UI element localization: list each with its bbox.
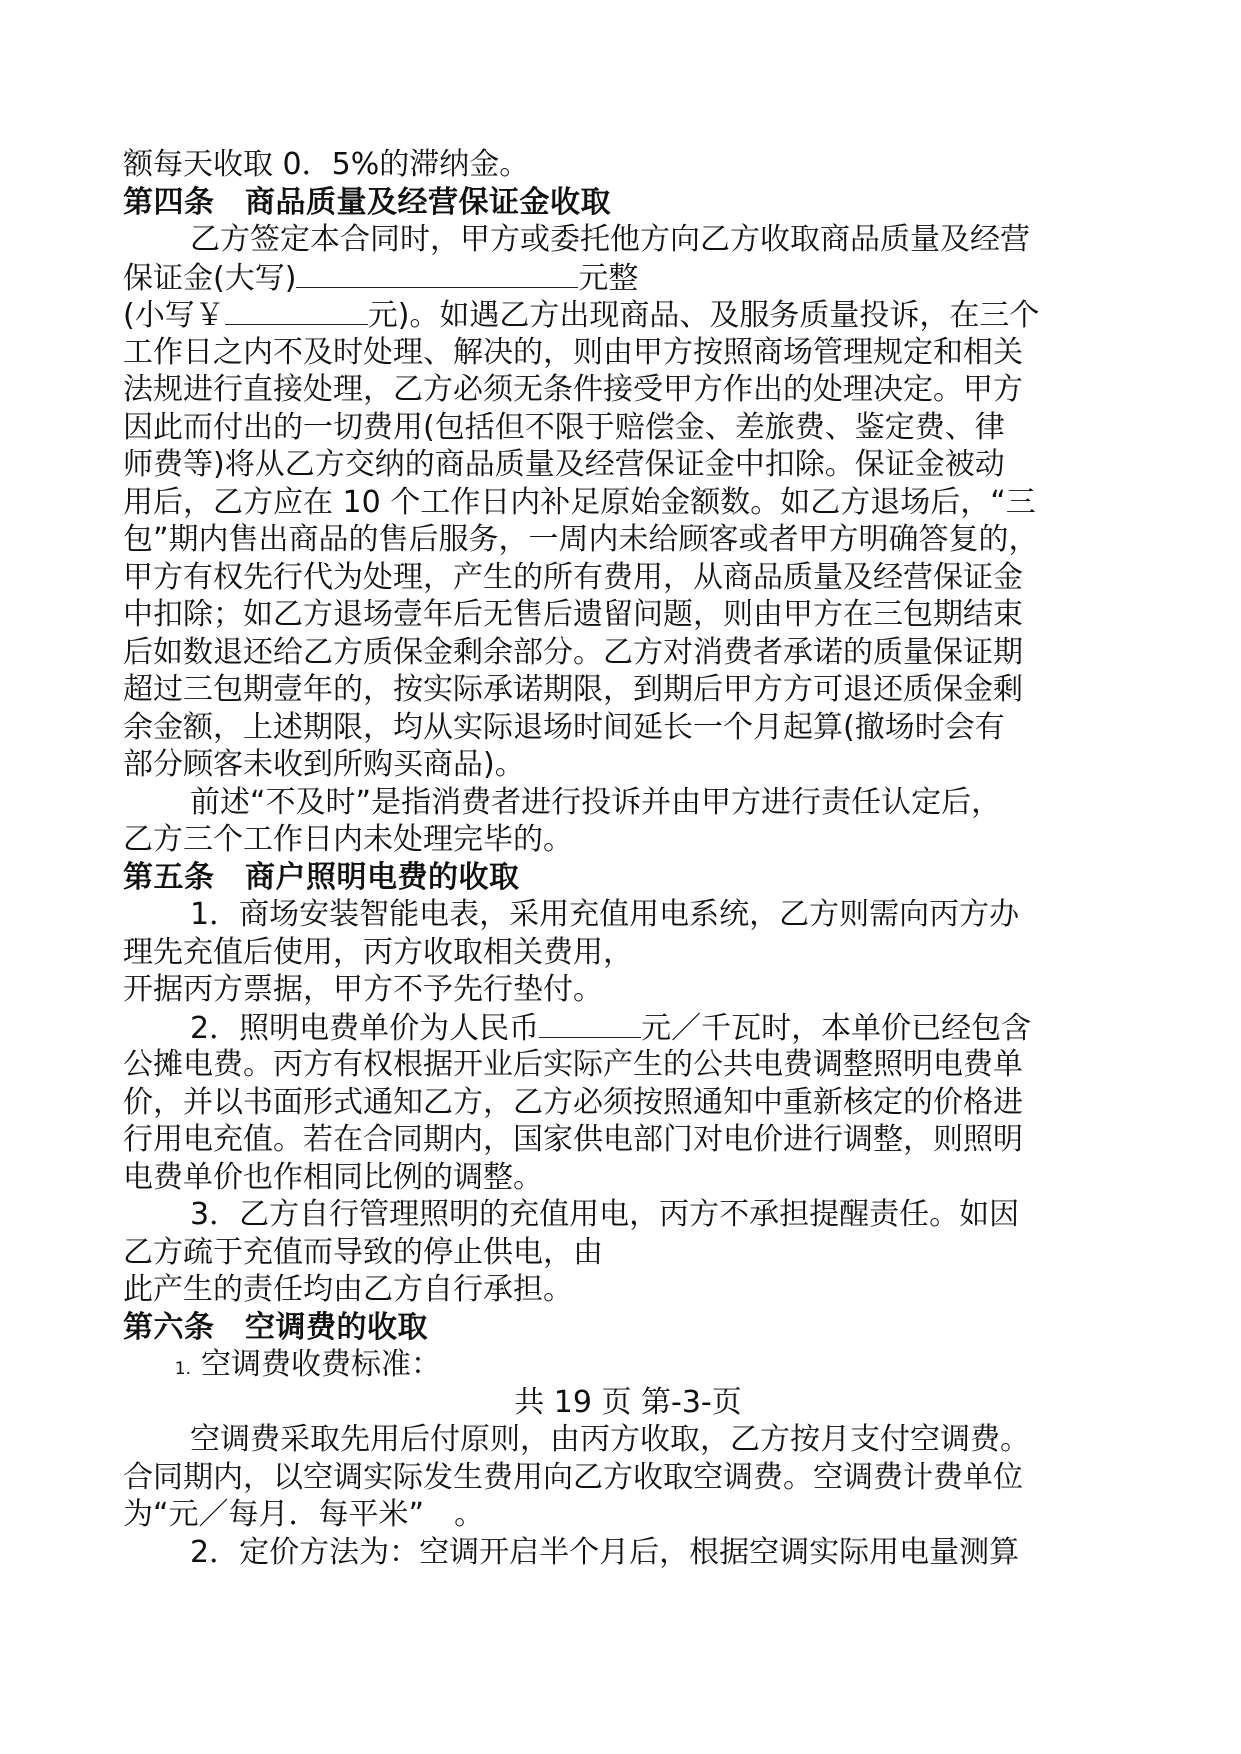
paragraph-line: 行用电充值。若在合同期内，国家供电部门对电价进行调整，则照明 [123, 1122, 1023, 1157]
paragraph-line [123, 259, 1133, 297]
paragraph-line: 前述“不及时”是指消费者进行投诉并由甲方进行责任认定后， [190, 784, 1002, 820]
list-item [123, 1346, 1133, 1384]
paragraph-line: 额每天收取 0．5%的滞纳金。 [123, 147, 530, 182]
paragraph-line: 工作日之内不及时处理、解决的，则由甲方按照商场管理规定和相关 [123, 334, 1023, 370]
paragraph-line: 包”期内售出商品的售后服务，一周内未给顾客或者甲方明确答复的， [123, 522, 1039, 557]
fill-in-blank[interactable] [296, 259, 578, 288]
paragraph-line: 理先充值后使用，丙方收取相关费用， [123, 934, 633, 970]
text-span: 元整 [578, 260, 639, 296]
fill-in-blank[interactable] [539, 1009, 641, 1038]
text-span: 元)。如遇乙方出现商品、及服务质量投诉，在三个 [367, 298, 1040, 333]
paragraph-line [123, 296, 1133, 334]
paragraph-line: 超过三包期壹年的，按实际承诺期限，到期后甲方方可退还质保金剩 [123, 672, 1023, 707]
paragraph-line: 3．乙方自行管理照明的充值用电，丙方不承担提醒责任。如因 [190, 1197, 1020, 1232]
paragraph-line: 乙方三个工作日内未处理完毕的。 [123, 822, 573, 857]
paragraph-line: 中扣除；如乙方退场壹年后无售后遗留问题，则由甲方在三包期结束 [123, 597, 1023, 632]
paragraph-line: 1．商场安装智能电表，采用充值用电系统，乙方则需向丙方办 [190, 897, 1020, 932]
paragraph-line: 乙方疏于充值而导致的停止供电，由 [123, 1234, 603, 1270]
text-span: (小写￥ [123, 298, 225, 333]
paragraph-line: 合同期内，以空调实际发生费用向乙方收取空调费。空调费计费单位 [123, 1459, 1023, 1495]
article-5-heading: 第五条 商户照明电费的收取 [123, 859, 520, 895]
paragraph-line [123, 1009, 1133, 1047]
paragraph-line: 法规进行直接处理，乙方必须无条件接受甲方作出的处理决定。甲方 [123, 372, 1023, 407]
fill-in-blank[interactable] [225, 296, 368, 325]
paragraph-line: 因此而付出的一切费用(包括但不限于赔偿金、差旅费、鉴定费、律 [123, 409, 1005, 445]
page-footer: 共 19 页 第-3-页 [514, 1384, 742, 1420]
list-number: 1. [174, 1359, 191, 1379]
paragraph-line: 后如数退还给乙方质保金剩余部分。乙方对消费者承诺的质量保证期 [123, 634, 1023, 670]
paragraph-line: 部分顾客未收到所购买商品)。 [123, 747, 525, 782]
article-6-heading: 第六条 空调费的收取 [123, 1309, 428, 1345]
paragraph-line: 空调费采取先用后付原则，由丙方收取，乙方按月支付空调费。 [190, 1422, 1030, 1457]
text-span: 元／千瓦时，本单价已经包含 [641, 1010, 1032, 1046]
paragraph-line: 2．定价方法为：空调开启半个月后，根据空调实际用电量测算 [190, 1534, 1020, 1570]
text-span: 空调费收费标准： [201, 1347, 441, 1382]
paragraph-line: 乙方签定本合同时，甲方或委托他方向乙方收取商品质量及经营 [190, 222, 1030, 257]
article-4-heading: 第四条 商品质量及经营保证金收取 [123, 184, 611, 220]
paragraph-line: 为“元／每月．每平米” 。 [123, 1497, 485, 1532]
paragraph-line: 公摊电费。丙方有权根据开业后实际产生的公共电费调整照明电费单 [123, 1047, 1023, 1082]
text-span: 2．照明电费单价为人民币 [190, 1010, 540, 1046]
paragraph-line: 师费等)将从乙方交纳的商品质量及经营保证金中扣除。保证金被动 [123, 447, 1005, 482]
paragraph-line: 用后，乙方应在 10 个工作日内补足原始金额数。如乙方退场后，“三 [123, 484, 1036, 520]
paragraph-line: 价，并以书面形式通知乙方，乙方必须按照通知中重新核定的价格进 [123, 1084, 1023, 1120]
paragraph-line: 甲方有权先行代为处理，产生的所有费用，从商品质量及经营保证金 [123, 559, 1023, 595]
paragraph-line: 电费单价也作相同比例的调整。 [123, 1159, 543, 1195]
document-page [123, 146, 1133, 1571]
paragraph-line: 余金额，上述期限，均从实际退场时间延长一个月起算(撤场时会有 [123, 709, 1005, 745]
paragraph-line: 开据丙方票据，甲方不予先行垫付。 [123, 972, 603, 1007]
text-span: 保证金(大写) [123, 260, 297, 296]
paragraph-line: 此产生的责任均由乙方自行承担。 [123, 1272, 573, 1307]
